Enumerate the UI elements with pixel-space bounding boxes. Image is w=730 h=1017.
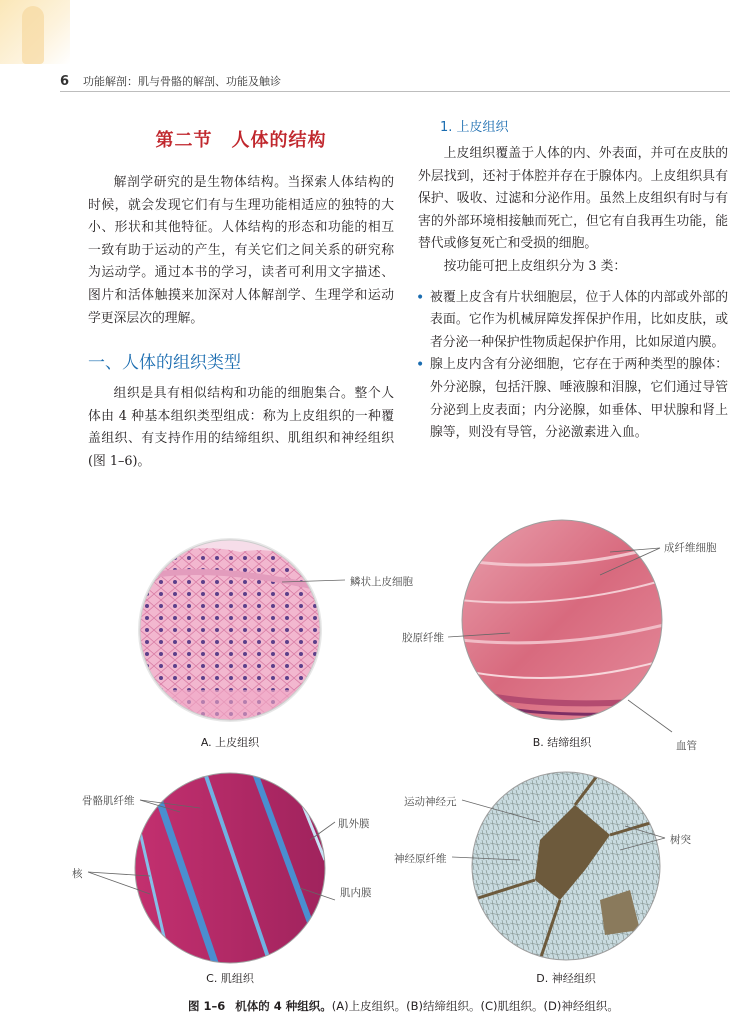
epithelium-micrograph	[130, 530, 345, 730]
subsection-title: 一、人体的组织类型	[88, 353, 241, 374]
label-motor-neuron: 运动神经元	[404, 796, 457, 808]
panel-c-caption: C. 肌组织	[206, 972, 254, 985]
figure-caption-text: (A)上皮组织。(B)结缔组织。(C)肌组织。(D)神经组织。	[331, 999, 619, 1013]
epithelium-heading: 1. 上皮组织	[440, 120, 509, 135]
label-endomysium: 肌内膜	[340, 887, 372, 899]
figure-number: 图 1–6	[188, 999, 226, 1013]
nervous-tissue-micrograph	[452, 772, 665, 960]
label-collagen-fiber: 胶原纤维	[402, 632, 444, 644]
page-number: 6	[60, 73, 70, 89]
label-dendrite: 树突	[670, 834, 691, 846]
label-squamous-cells: 鳞状上皮细胞	[350, 576, 413, 588]
section-title: 第二节 人体的结构	[155, 130, 327, 151]
figure-title: 机体的 4 种组织。	[235, 999, 332, 1013]
epithelium-paragraph-1: 上皮组织覆盖于人体的内、外表面，并可在皮肤的外层找到，还衬于体腔并存在于腺体内。上皮组织具有保护、吸收、过滤和分泌作用。虽然上皮组织有时与有害的外部环境相接触而死亡，但它有自我再生功能，能替代或修复死亡和受损的细胞。	[418, 146, 728, 252]
list-item: • 腺上皮内含有分泌细胞，它存在于两种类型的腺体：外分泌腺，包括汗腺、唾液腺和泪腺，它们通过导管分泌到上皮表面；内分泌腺，如垂体、甲状腺和肾上腺等，则没有导管，分泌激素进入血。	[418, 354, 728, 444]
panel-b-caption: B. 结缔组织	[532, 736, 592, 749]
label-fibroblast: 成纤维细胞	[664, 542, 717, 554]
panel-d-caption: D. 神经组织	[536, 972, 596, 985]
label-skeletal-muscle-fiber: 骨骼肌纤维	[82, 795, 135, 807]
intro-paragraph: 解剖学研究的是生物体结构。当探索人体结构的时候，就会发现它们有与生理功能相适应的独特的大小、形状和其他特征。人体结构的形态和功能的相互一致有助于运动的产生，有关它们之间关系的研究称为运动学。通过本书的学习，读者可利用文字描述、图片和活体触摸来加深对人体解剖学、生理学和运动学更深层次的理解。	[88, 175, 394, 326]
figure-caption	[188, 998, 619, 1014]
panel-a-caption: A. 上皮组织	[200, 736, 260, 749]
running-title: 功能解剖：肌与骨骼的解剖、功能及触诊	[83, 75, 282, 88]
subsection-paragraph: 组织是具有相似结构和功能的细胞集合。整个人体由 4 种基本组织类型组成：称为上皮组织的一种覆盖组织、有支持作用的结缔组织、肌组织和神经组织(图 1–6)。	[88, 386, 394, 469]
connective-tissue-micrograph	[448, 518, 672, 732]
list-item: • 被覆上皮含有片状细胞层，位于人体的内部或外部的表面。它作为机械屏障发挥保护作用，比如皮肤，或者分泌一种保护性物质起保护作用，比如尿道内膜。	[418, 287, 728, 355]
label-epimysium: 肌外膜	[338, 818, 370, 830]
label-blood-vessel: 血管	[676, 740, 697, 752]
epithelium-paragraph-2: 按功能可把上皮组织分为 3 类：	[443, 258, 627, 274]
label-nucleus: 核	[72, 868, 83, 880]
label-neurofibril: 神经原纤维	[394, 853, 447, 865]
